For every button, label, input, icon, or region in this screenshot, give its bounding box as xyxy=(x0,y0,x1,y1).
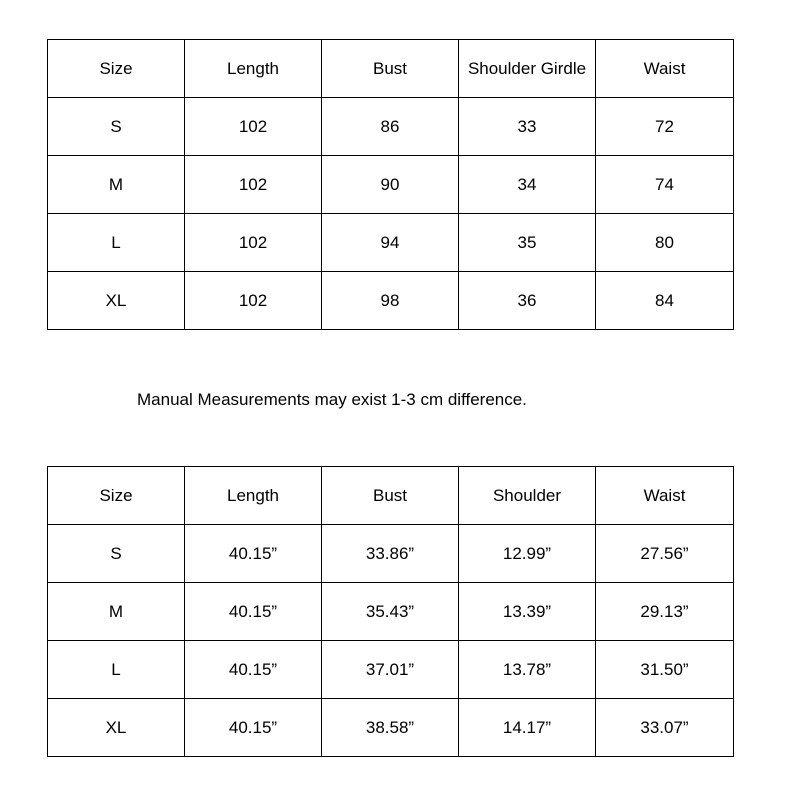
table-row xyxy=(48,641,734,699)
table-cell: 13.39” xyxy=(459,583,596,641)
table-cell: L xyxy=(48,214,185,272)
table-cell: 34 xyxy=(459,156,596,214)
table-cell: 35 xyxy=(459,214,596,272)
table-cell: 94 xyxy=(322,214,459,272)
table-cell: 35.43” xyxy=(322,583,459,641)
table-cell: 33 xyxy=(459,98,596,156)
table-cell: 27.56” xyxy=(596,525,734,583)
table-cell: 98 xyxy=(322,272,459,330)
table-row xyxy=(48,214,734,272)
table-row xyxy=(48,98,734,156)
table-cell: 102 xyxy=(185,272,322,330)
table-cell: 40.15” xyxy=(185,699,322,757)
table-cell: 84 xyxy=(596,272,734,330)
header-cell: Waist xyxy=(596,467,734,525)
table-cell: M xyxy=(48,583,185,641)
table-cell: 74 xyxy=(596,156,734,214)
table-cell: XL xyxy=(48,272,185,330)
header-cell: Waist xyxy=(596,40,734,98)
table-cell: 102 xyxy=(185,156,322,214)
table-cell: 33.86” xyxy=(322,525,459,583)
table-row xyxy=(48,699,734,757)
table-cell: 38.58” xyxy=(322,699,459,757)
table-cell: 36 xyxy=(459,272,596,330)
table-row xyxy=(48,525,734,583)
header-cell: Length xyxy=(185,40,322,98)
measurement-note: Manual Measurements may exist 1-3 cm difference. xyxy=(137,390,527,409)
table-row xyxy=(48,156,734,214)
table-cell: 14.17” xyxy=(459,699,596,757)
table-header-row xyxy=(48,40,734,98)
table-cell: 29.13” xyxy=(596,583,734,641)
table-cell: 102 xyxy=(185,214,322,272)
table-header-row xyxy=(48,467,734,525)
table-cell: M xyxy=(48,156,185,214)
table-cell: 37.01” xyxy=(322,641,459,699)
table-cell: L xyxy=(48,641,185,699)
header-cell: Length xyxy=(185,467,322,525)
table-cell: 31.50” xyxy=(596,641,734,699)
header-cell: Bust xyxy=(322,40,459,98)
header-cell: Size xyxy=(48,40,185,98)
header-cell: Bust xyxy=(322,467,459,525)
table-cell: 12.99” xyxy=(459,525,596,583)
table-cell: 80 xyxy=(596,214,734,272)
table-cell: 40.15” xyxy=(185,583,322,641)
table-cell: 40.15” xyxy=(185,525,322,583)
table-cell: 102 xyxy=(185,98,322,156)
table-cell: XL xyxy=(48,699,185,757)
header-cell: Size xyxy=(48,467,185,525)
table-cell: S xyxy=(48,98,185,156)
header-cell: Shoulder xyxy=(459,467,596,525)
table-cell: 33.07” xyxy=(596,699,734,757)
table-cell: 40.15” xyxy=(185,641,322,699)
table-row xyxy=(48,583,734,641)
size-chart-inch-table xyxy=(47,466,734,757)
header-cell: Shoulder Girdle xyxy=(459,40,596,98)
table-cell: 90 xyxy=(322,156,459,214)
table-cell: 13.78” xyxy=(459,641,596,699)
size-chart-cm-table xyxy=(47,39,734,330)
table-cell: 72 xyxy=(596,98,734,156)
table-cell: 86 xyxy=(322,98,459,156)
table-cell: S xyxy=(48,525,185,583)
table-row xyxy=(48,272,734,330)
